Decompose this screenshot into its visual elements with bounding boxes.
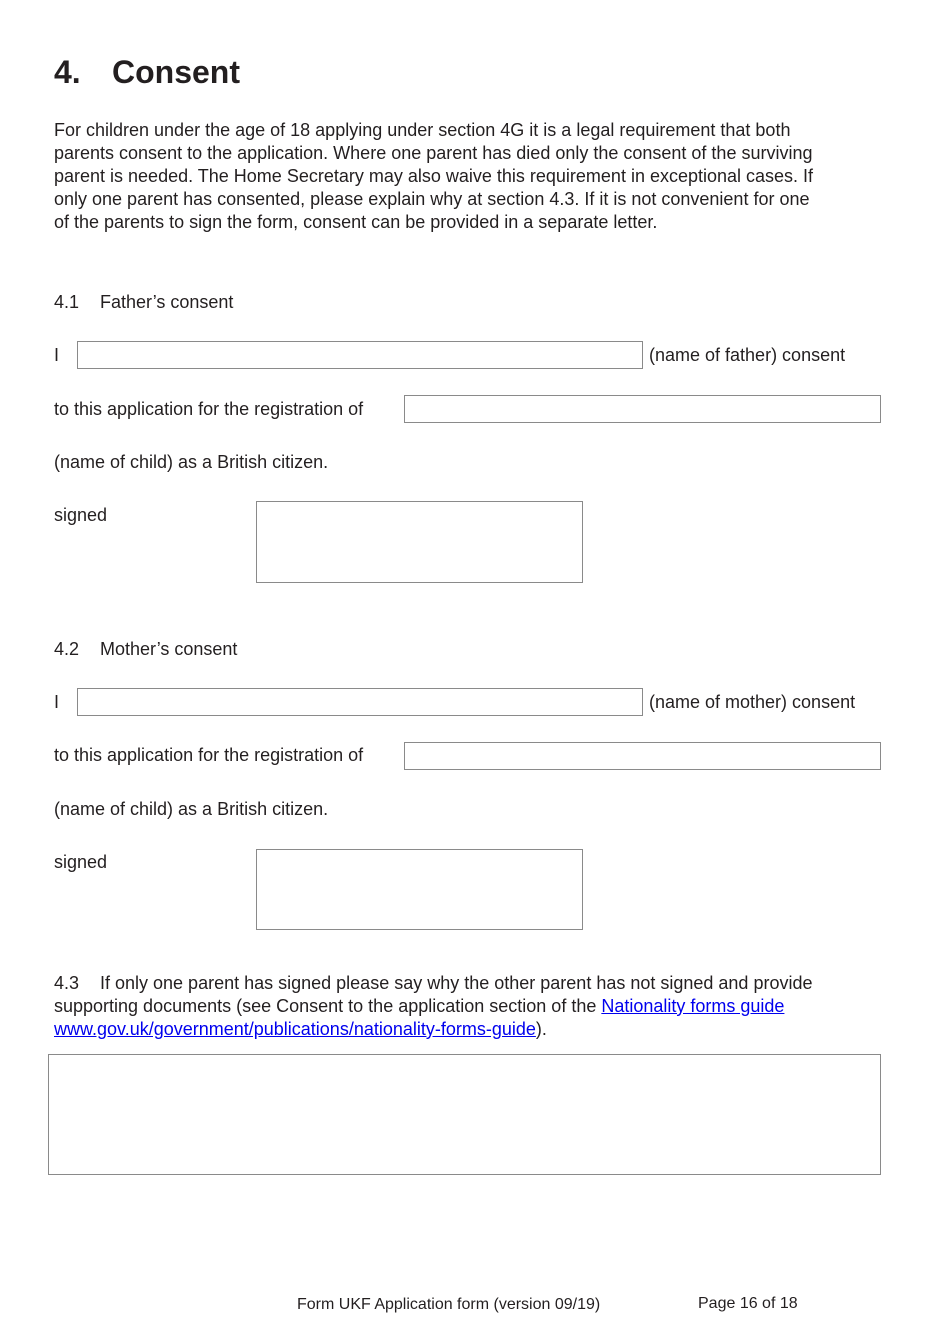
footer-form-name: Form UKF Application form (version 09/19) [297, 1296, 601, 1313]
reason-line-1 [54, 972, 812, 994]
reason-line-2-text: supporting documents (see Consent to the application section of the [54, 996, 602, 1016]
intro-line: only one parent has consented, please explain why at section 4.3. If it is not convenient for one [54, 189, 810, 209]
mother-name-field[interactable] [77, 688, 643, 716]
section-number: 4. [54, 54, 81, 90]
nationality-guide-link[interactable]: Nationality forms guide [601, 996, 785, 1016]
mother-signature-box[interactable] [256, 849, 583, 930]
mother-section-title: Mother’s consent [100, 639, 238, 659]
mother-child-name-field[interactable] [404, 742, 881, 770]
father-registration-text: to this application for the registration of [54, 399, 364, 419]
mother-section-number: 4.2 [54, 639, 80, 659]
father-child-text: (name of child) as a British citizen. [54, 452, 329, 472]
section-title: Consent [112, 54, 240, 90]
father-section-number: 4.1 [54, 292, 80, 312]
mother-pronoun: I [54, 692, 60, 712]
reason-section-number: 4.3 [54, 973, 80, 993]
reason-line-3-suffix: ). [535, 1019, 547, 1039]
mother-name-suffix: (name of mother) consent [649, 692, 856, 712]
reason-line-2 [54, 995, 784, 1017]
footer-page-number: Page 16 of 18 [698, 1295, 798, 1312]
nationality-guide-url-link[interactable]: www.gov.uk/government/publications/nationality-forms-guide [54, 1019, 536, 1039]
father-consent-heading [54, 291, 233, 313]
reason-text: If only one parent has signed please say why the other parent has not signed and provide [100, 973, 813, 993]
intro-line: of the parents to sign the form, consent can be provided in a separate letter. [54, 212, 658, 232]
father-pronoun: I [54, 345, 60, 365]
father-child-name-field[interactable] [404, 395, 881, 423]
intro-line: parents consent to the application. Where one parent has died only the consent of the surviving [54, 143, 813, 163]
reason-text-area[interactable] [48, 1054, 881, 1175]
father-section-title: Father’s consent [100, 292, 234, 312]
intro-line: parent is needed. The Home Secretary may also waive this requirement in exceptional cases. If [54, 166, 814, 186]
father-signed-label: signed [54, 505, 108, 525]
mother-registration-text: to this application for the registration of [54, 745, 364, 765]
father-name-field[interactable] [77, 341, 643, 369]
intro-line: For children under the age of 18 applying under section 4G it is a legal requirement that both [54, 120, 791, 140]
mother-child-text: (name of child) as a British citizen. [54, 799, 329, 819]
reason-line-3 [54, 1018, 547, 1040]
intro-paragraph [54, 119, 884, 234]
father-name-suffix: (name of father) consent [649, 345, 846, 365]
page-title [54, 52, 240, 92]
mother-consent-heading [54, 638, 237, 660]
mother-signed-label: signed [54, 852, 108, 872]
father-signature-box[interactable] [256, 501, 583, 583]
